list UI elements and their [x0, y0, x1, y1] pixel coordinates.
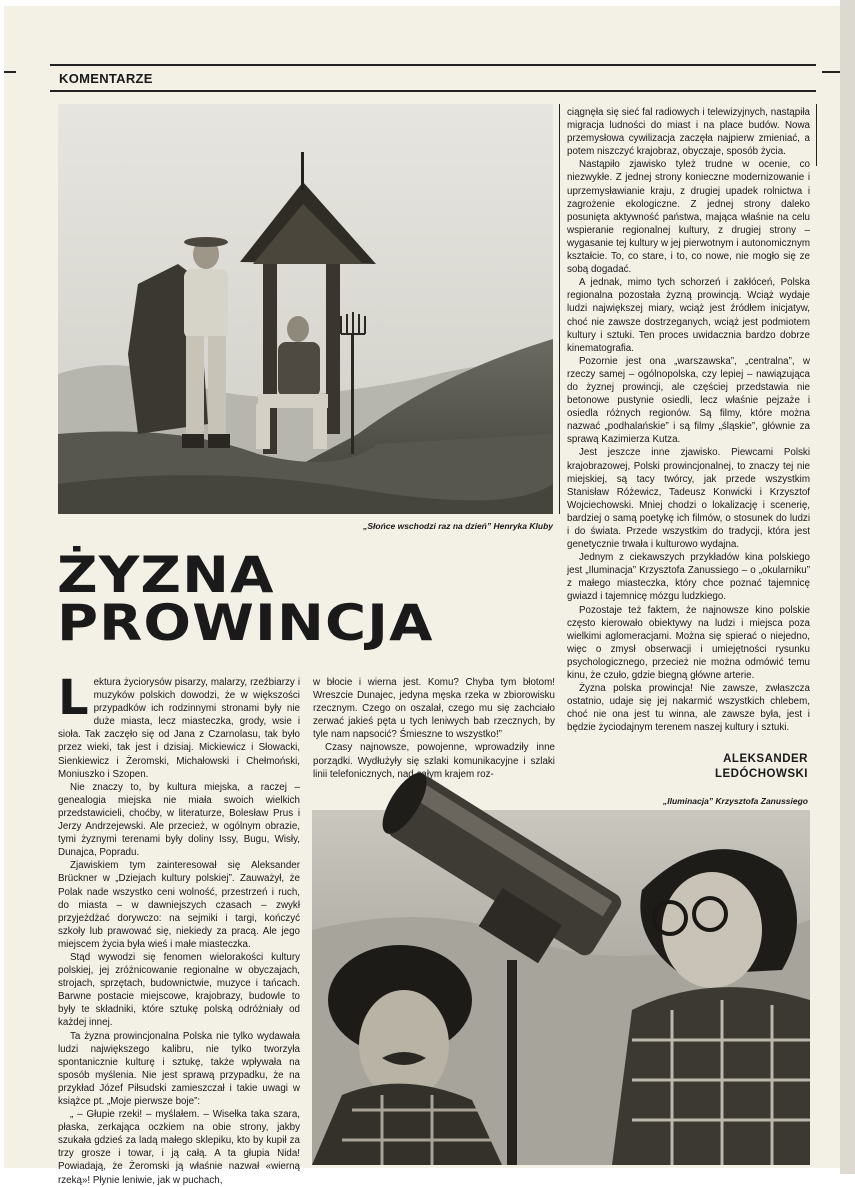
article-paragraph: Jednym z ciekawszych przykładów kina polskiego jest „Iluminacja” Krzysztofa Zanussiego – o „okularniku” z małego miasteczka, który chce poznać tajemnicę gwiazd i tajemnicę mózgu ludzkiego.	[567, 552, 810, 603]
article-paragraph: Czasy najnowsze, powojenne, wprowadziły inne porządki. Wydłużyły się szlaki komunikacyjne i szlaki linii telefonicznych, nad całym krajem roz-	[313, 742, 555, 780]
article-paragraph: A jednak, mimo tych schorzeń i zakłóceń, Polska regionalna pozostała żyzną prowincją. Wciąż wydaje ludzi największej miary, wciąż jest źródłem inicjatyw, choć nie zawsze dostrzeganych, wciąż jest podmiotem kultury i sztuki. Ten proces uwidacznia bardzo dobrze kinematografia.	[567, 277, 810, 354]
photo-film-still	[312, 810, 810, 1165]
headline-line-2: PROWINCJA	[57, 594, 434, 652]
article-column-1	[58, 670, 300, 1186]
article-paragraph: „ – Głupie rzeki! – myślałem. – Wisełka taka szara, płaska, zerkająca oczkiem na obie strony, jakby szukała gdzieś za ladą małego sklepiku, kto by kupił za trzy grosze i towar, i ją całą. A ta głupia Nida! Powiadają, że Żeromski ją właśnie nazwał «wierną rzeką»! Płynie leniwie, jak w puchach,	[58, 1109, 300, 1186]
photo-caption-top: „Słońce wschodzi raz na dzień” Henryka Kluby	[363, 521, 553, 531]
article-paragraph: Jest jeszcze inne zjawisko. Piewcami Polski krajobrazowej, Polski prowincjonalnej, to znaczy tej nie miejskiej, są tacy twórcy, jak przede wszystkim Stanisław Różewicz, Tadeusz Konwicki i Krzysztof Wojciechowski. Mniej chodzi o lokalizację i scenerię, bardziej o samą poetykę ich filmów, o stosunek do ludzi i do świata. Przede wszystkim do tradycji, która jest genetycznie trwała i kulturowo wydajna.	[567, 447, 810, 551]
article-paragraph: Zjawiskiem tym zainteresował się Aleksander Brückner w „Dziejach kultury polskiej”. Zauważył, że Polak nade wszystko ceni wolność, przestrzeń i ruch, do miasta – w dawniejszych czasach – zwykł przyjeżdżać dorywczo: na sejmiki i targi, kończyć szkoły lub prawować się, niekiedy za pracą. Ale jego miejscem życia była wieś i małe miasteczka.	[58, 860, 300, 950]
article-paragraph: Pozostaje też faktem, że najnowsze kino polskie często kierowało obiektywy na ludzi i miejsca poza wielkimi aglomeracjami. Można się spierać o niejedno, więc o zmysł obserwacji i umiejętności rysunku psychologicznego, przecież nie można odmówić temu kinu, że czuło, gdzie biegną główne arterie.	[567, 604, 810, 682]
section-label: KOMENTARZE	[59, 71, 153, 86]
article-column-2	[313, 676, 555, 781]
drop-cap: L	[58, 670, 89, 726]
article-paragraph: ciągnęła się sieć fal radiowych i telewizyjnych, nastąpiła migracja ludności do miast i na place budów. Nowa przemysłowa cywilizacja zaczęła najpierw zmieniać, a potem niszczyć krajobraz, obyczaje, sposób życia.	[567, 107, 810, 158]
author-byline	[715, 752, 808, 782]
page-edge	[840, 0, 855, 1174]
header-rule-bottom	[50, 90, 816, 92]
right-margin-mark	[822, 71, 840, 73]
article-paragraph: Pozornie jest ona „warszawska”, „centralna”, w rzeczy samej – ogólnopolska, czy lepiej – nawiązująca do żyznej prowincji, ale częściej przedstawia nie betonowe pustynie osiedli, lecz właśnie pejzaże i osiedla różnych regionów. Są filmy, które można nazwać „podhalańskie” i są filmy „śląskie”, głównie za sprawą Kazimierza Kutza.	[567, 355, 810, 446]
article-column-3	[567, 106, 810, 734]
photo-film-still-image	[312, 810, 810, 1165]
photo-caption-bottom: „Iluminacja” Krzysztofa Zanussiego	[662, 796, 808, 806]
column-divider	[559, 104, 560, 514]
left-margin-mark	[4, 71, 16, 73]
article-paragraph: Żyzna polska prowincja! Nie zawsze, zwłaszcza ostatnio, udaje się jej nakarmić wszystkich chlebem, choć nie ona jest tu winna, ale zawsze była, jest i będzie życiodajnym terenem naszej kultury i sztuki.	[567, 683, 810, 734]
photo-highlanders	[58, 104, 553, 514]
article-paragraph: Ta żyzna prowincjonalna Polska nie tylko wydawała ludzi największego kalibru, nie tylko tworzyła spontanicznie kulturę i sztukę, także wpływała na sposób myślenia. Nie jest sprawą przypadku, że na przykład Józef Piłsudski zamieszczał i takie uwagi w książce pt. „Moje pierwsze boje”:	[58, 1030, 300, 1107]
article-paragraph: Stąd wywodzi się fenomen wielorakości kultury polskiej, jej zróżnicowanie regionalne w obyczajach, strojach, sprzętach, budownictwie, muzyce i tańcach. Barwne postacie miejscowe, krajobrazy, budowle to były te składniki, które sztukę polską odróżniały od każdej innej.	[58, 951, 300, 1029]
article-paragraph: Nie znaczy to, by kultura miejska, a raczej – genealogia miejska nie miała swoich wielkich przedstawicieli, choćby, w literaturze, Bolesław Prus i Jerzy Andrzejewski. Ale przecież, w ogólnym obrazie, tymi żyznymi terenami były doliny Issy, Bugu, Wisły, Dunajca, Popradu.	[58, 781, 300, 859]
author-first-name: ALEKSANDER	[723, 753, 808, 765]
headline-line-1: ŻYZNA	[57, 546, 275, 604]
right-page-rule	[816, 104, 817, 166]
article-paragraph: w błocie i wierna jest. Komu? Chyba tym błotom! Wreszcie Dunajec, jedyna męska rzeka w zbiorowisku rzecznym. Czego on oszalał, czego mu się zachciało zerwać jakieś pęta u tych leniwych bab rzecznych, by tyle nam napsocić? Śmieszne to wszystko!”	[313, 677, 555, 741]
article-paragraph: ektura życiorysów pisarzy, malarzy, rzeźbiarzy i muzyków polskich dowodzi, że w większości przypadków ich rodzinnymi stronami były nie duże miasta, lecz miasteczka, grody, wsie i sioła. Tak zaczęło się od Jana z Czarnolasu, tak było przez wieki, tak jest i dzisiaj. Mickiewicz i Słowacki, Sienkiewicz i Żeromski, Michałowski i Chełmoński, Moniuszko i Szopen.	[58, 677, 300, 780]
article-paragraph: Nastąpiło zjawisko tyleż trudne w ocenie, co niezwykłe. Z jednej strony konieczne modernizowanie i uprzemysławianie kraju, z drugiej upadek rolnictwa i zagrożenie ekologiczne. Z jednej strony daleko posunięta aktywność państwa, mająca właśnie na celu wspieranie regionalnej kultury, z drugiej strony – wygasanie tej kultury w jej pierwotnym i autonomicznym kształcie. To, co stare, i to, co nowe, nie mogło się ze sobą dogadać.	[567, 159, 810, 276]
header-rule-top	[50, 64, 816, 66]
author-last-name: LEDÓCHOWSKI	[714, 768, 808, 780]
photo-highlanders-image	[58, 104, 553, 514]
